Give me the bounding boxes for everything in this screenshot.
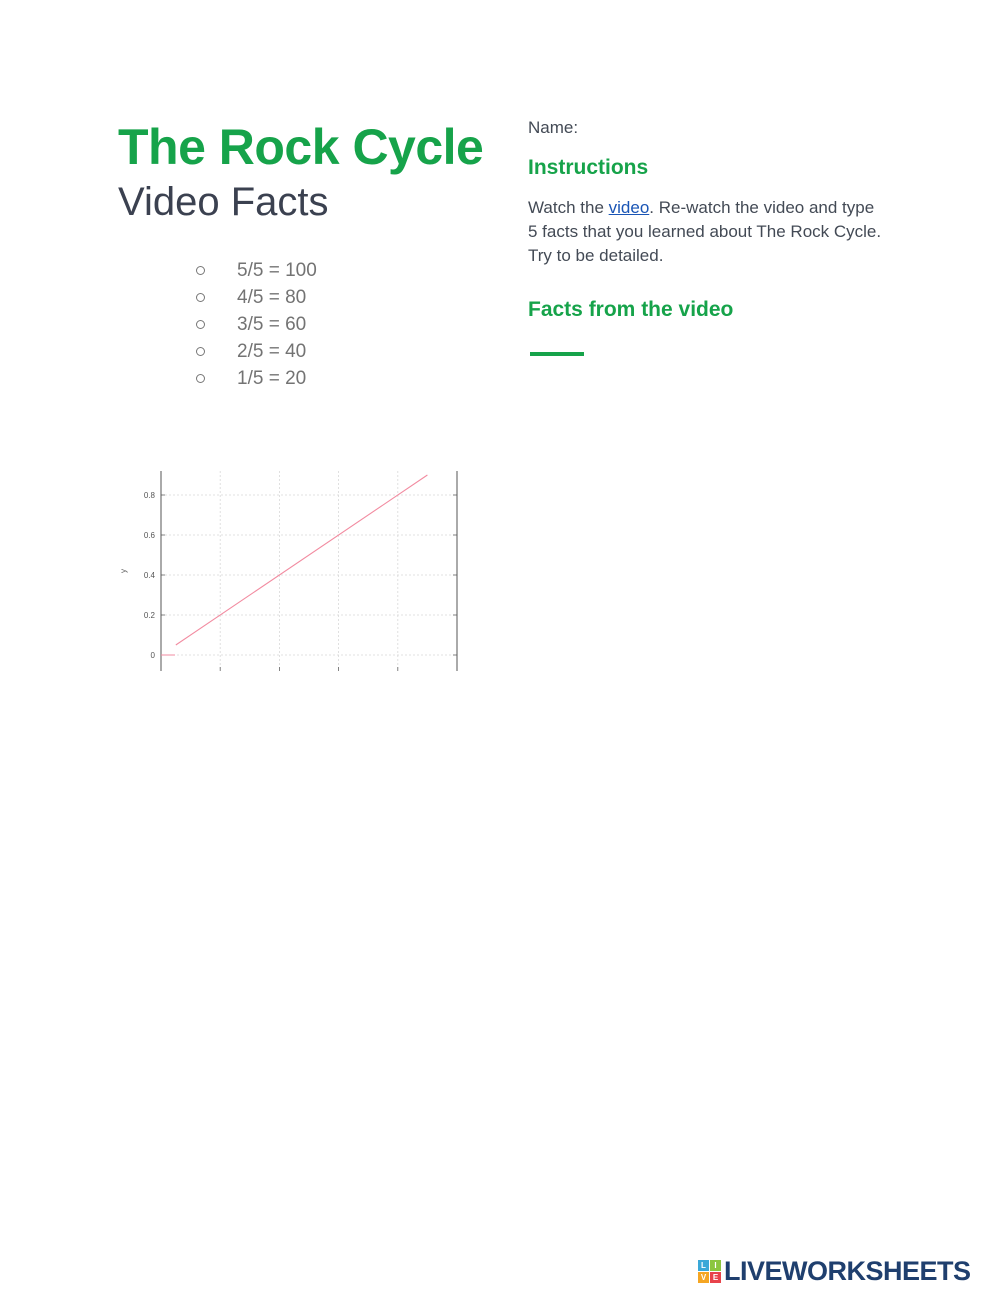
list-item: 5/5 = 100 [194, 257, 317, 284]
logo-letter-l: L [698, 1260, 709, 1271]
circle-bullet-icon [196, 320, 205, 329]
page-subtitle: Video Facts [118, 180, 329, 224]
logo-mark-icon [698, 1260, 721, 1283]
circle-bullet-icon [196, 293, 205, 302]
list-item: 4/5 = 80 [194, 284, 317, 311]
brand-name: LIVEWORKSHEETS [724, 1256, 971, 1286]
y-axis-label: y [119, 569, 128, 573]
page-title: The Rock Cycle [118, 119, 484, 175]
y-tick-label: 0.6 [143, 531, 155, 540]
y-tick-label: 0.4 [143, 571, 155, 580]
line-chart [112, 466, 472, 676]
video-link[interactable]: video [608, 198, 650, 217]
facts-divider [530, 352, 584, 356]
logo-letter-i: I [710, 1260, 721, 1271]
list-item: 2/5 = 40 [194, 338, 317, 365]
y-tick-label: 0.2 [143, 611, 155, 620]
instructions-heading: Instructions [528, 156, 649, 179]
list-item: 3/5 = 60 [194, 311, 317, 338]
circle-bullet-icon [196, 374, 205, 383]
liveworksheets-logo [698, 1256, 971, 1287]
grading-scale-list [194, 257, 317, 392]
facts-heading: Facts from the video [528, 298, 734, 321]
list-item: 1/5 = 20 [194, 365, 317, 392]
series-line [176, 475, 428, 645]
y-tick-label: 0.8 [143, 491, 155, 500]
circle-bullet-icon [196, 266, 205, 275]
circle-bullet-icon [196, 347, 205, 356]
name-label: Name: [528, 118, 579, 137]
logo-letter-v: V [698, 1272, 709, 1283]
instructions-text: Watch the video. Re-watch the video and type 5 facts that you learned about The Rock Cycle. Try to be detailed. [528, 198, 882, 265]
logo-letter-e: E [710, 1272, 721, 1283]
y-tick-label: 0 [150, 651, 155, 660]
